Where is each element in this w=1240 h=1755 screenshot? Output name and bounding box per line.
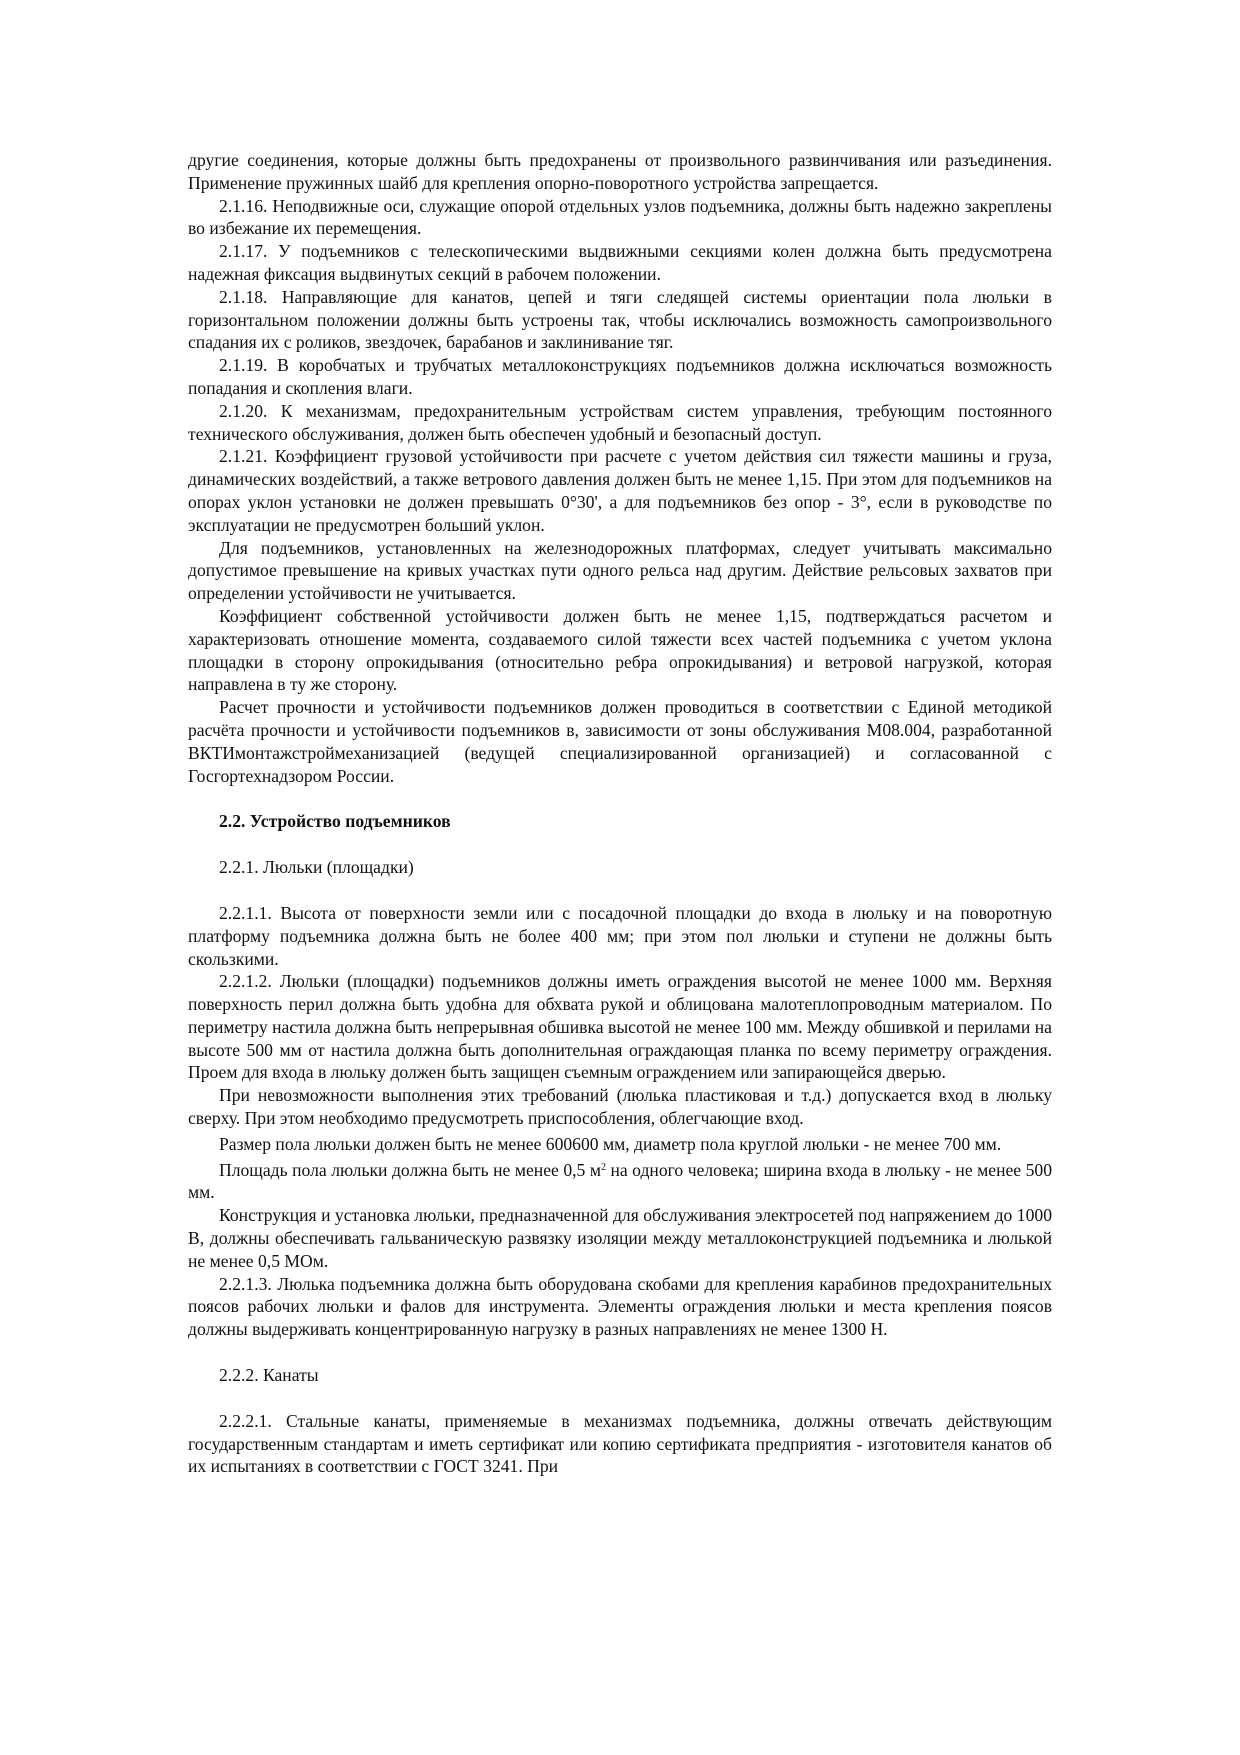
superscript-square: 2 xyxy=(600,1161,606,1173)
section-heading-2-2: 2.2. Устройство подъемников xyxy=(219,811,451,832)
paragraph-2-1-17: 2.1.17. У подъемников с телескопическими выдвижными секциями колен должна быть предусмотрена надежная фиксация выдвинутых секций в рабочем положении. xyxy=(188,241,1052,284)
paragraph-insulation: Конструкция и установка люльки, предназначенной для обслуживания электросетей под напряжением до 1000 В, должны обеспечивать гальваническую развязку изоляции между металлоконструкцией подъемника и люлькой не менее 0,5 МОм. xyxy=(188,1205,1052,1271)
paragraph-continuation: другие соединения, которые должны быть предохранены от произвольного развинчивания или разъединения. Применение пружинных шайб для крепления опорно-поворотного устройства запрещается. xyxy=(188,150,1052,193)
paragraph-own-stability: Коэффициент собственной устойчивости должен быть не менее 1,15, подтверждаться расчетом и характеризовать отношение момента, создаваемого силой тяжести всех частей подъемника с учетом уклона площадки в сторону опрокидывания (относительно ребра опрокидывания) и ветровой нагрузкой, которая направлена в ту же сторону. xyxy=(188,605,1052,695)
paragraph-2-1-21: 2.1.21. Коэффициент грузовой устойчивости при расчете с учетом действия сил тяжести машины и груза, динамических воздействий, а также ветрового давления должен быть не менее 1,15. При этом для подъемников на опорах уклон установки не должен превышать 0°30', а для подъемников без опор - 3°, если в руководстве по эксплуатации не предусмотрен больший уклон. xyxy=(188,446,1052,535)
floor-area-text-end: на одного человека; ширина входа в люльку - не менее 500 мм. xyxy=(188,1159,1052,1203)
subsection-heading-2-2-2: 2.2.2. Канаты xyxy=(219,1365,319,1386)
paragraph-2-1-16: 2.1.16. Неподвижные оси, служащие опорой отдельных узлов подъемника, должны быть надежно закреплены во избежание их перемещения. xyxy=(188,195,1052,239)
paragraph-2-2-2-1: 2.2.2.1. Стальные канаты, применяемые в механизмах подъемника, должны отвечать действующим государственным стандартам и иметь сертификат или копию сертификата предприятия - изготовителя канатов об их испытаниях в соответствии с ГОСТ 3241. При xyxy=(188,1410,1052,1477)
paragraph-entry-from-above: При невозможности выполнения этих требований (люлька пластиковая и т.д.) допускается вход в люльку сверху. При этом необходимо предусмотреть приспособления, облегчающие вход. xyxy=(188,1085,1052,1129)
paragraph-2-1-20: 2.1.20. К механизмам, предохранительным устройствам систем управления, требующим постоянного технического обслуживания, должен быть обеспечен удобный и безопасный доступ. xyxy=(188,400,1052,444)
paragraph-2-2-1-2: 2.2.1.2. Люльки (площадки) подъемников должны иметь ограждения высотой не менее 1000 мм. Верхняя поверхность перил должна быть удобна для обхвата рукой и облицована малотеплопроводным материалом. По периметру настила должна быть непрерывная обшивка высотой не менее 100 мм. Между обшивкой и перилами на высоте 500 мм от настила должна быть дополнительная ограждающая планка по всему периметру ограждения. Проем для входа в люльку должен быть защищен съемным ограждением или запирающейся дверью. xyxy=(188,971,1052,1083)
paragraph-2-1-19: 2.1.19. В коробчатых и трубчатых металлоконструкциях подъемников должна исключаться возможность попадания и скопления влаги. xyxy=(188,355,1052,398)
paragraph-2-2-1-3: 2.2.1.3. Люлька подъемника должна быть оборудована скобами для крепления карабинов предохранительных поясов рабочих люльки и фалов для инструмента. Элементы ограждения люльки и места крепления поясов должны выдерживать концентрированную нагрузку в разных направлениях не менее 1300 Н. xyxy=(188,1273,1052,1340)
document-page xyxy=(188,149,1052,1478)
paragraph-2-2-1-1: 2.2.1.1. Высота от поверхности земли или с посадочной площадки до входа в люльку и на поворотную платформу подъемника должна быть не более 400 мм; при этом пол люльки и ступени не должны быть скользкими. xyxy=(188,902,1052,969)
subsection-heading-2-2-1: 2.2.1. Люльки (площадки) xyxy=(219,857,414,878)
paragraph-calculation-method: Расчет прочности и устойчивости подъемников должен проводиться в соответствии с Единой методикой расчёта прочности и устойчивости подъемников в, зависимости от зоны обслуживания М08.004, разработанной ВКТИмонтажстроймеханизацией (ведущей специализированной организацией) и согласованной с Госгортехнадзором России. xyxy=(188,697,1052,786)
paragraph-railway-platforms: Для подъемников, установленных на железнодорожных платформах, следует учитывать максимально допустимое превышение на кривых участках пути одного рельса над другим. Действие рельсовых захватов при определении устойчивости не учитывается. xyxy=(188,537,1052,604)
paragraph-2-1-18: 2.1.18. Направляющие для канатов, цепей и тяги следящей системы ориентации пола люльки в горизонтальном положении должны быть устроены так, чтобы исключались возможность самопроизвольного спадания их с роликов, звездочек, барабанов и заклинивание тяг. xyxy=(188,286,1052,353)
floor-area-text-start: Площадь пола люльки должна быть не менее 0,5 м xyxy=(219,1159,601,1180)
paragraph-floor-size: Размер пола люльки должен быть не менее 600600 мм, диаметр пола круглой люльки - не менее 700 мм. xyxy=(219,1133,1002,1154)
paragraph-floor-area xyxy=(188,1159,1052,1205)
